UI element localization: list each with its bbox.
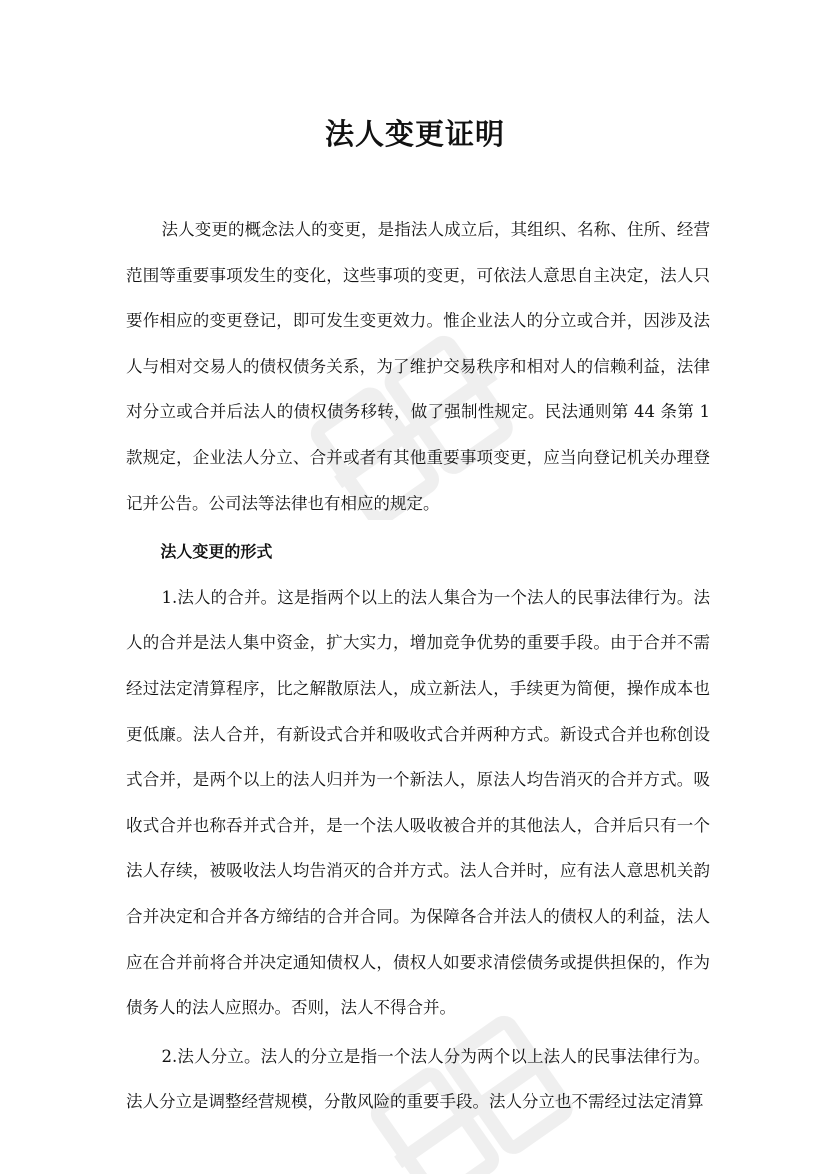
section-heading: 法人变更的形式	[160, 542, 273, 562]
document-title: 法人变更证明	[324, 117, 505, 151]
paragraph-merger: 1.法人的合并。这是指两个以上的法人集合为一个法人的民事法律行为。法人的合并是法人集中资金，扩大实力，增加竞争优势的重要手段。由于合并不需经过法定清算程序，比之解散原法人，成立新法人，手续更为简便，操作成本也更低廉。法人合并，有新设式合并和吸收式合并两种方式。新设式合并也称创设式合并，是两个以上的法人归并为一个新法人，原法人均告消灭的合并方式。吸收式合并也称吞并式合并，是一个法人吸收被合并的其他法人，合并后只有一个法人存续，被吸收法人均告消灭的合并方式。法人合并时，应有法人意思机关韵合并决定和合并各方缔结的合并合同。为保障各合并法人的债权人的利益，法人应在合并前将合并决定通知债权人，债权人如要求清偿债务或提供担保的，作为债务人的法人应照办。否则，法人不得合并。	[126, 587, 710, 1018]
document-body	[126, 207, 710, 1125]
paragraph-division: 2.法人分立。法人的分立是指一个法人分为两个以上法人的民事法律行为。法人分立是调整经营规模，分散风险的重要手段。法人分立也不需经过法定清算	[126, 1046, 710, 1112]
paragraph-intro: 法人变更的概念法人的变更，是指法人成立后，其组织、名称、住所、经营范围等重要事项发生的变化，这些事项的变更，可依法人意思自主决定，法人只要作相应的变更登记，即可发生变更效力。惟企业法人的分立或合并，因涉及法人与相对交易人的债权债务关系，为了维护交易秩序和相对人的信赖利益，法律对分立或合并后法人的债权债务移转，做了强制性规定。民法通则第 44 条第 1 款规定，企业法人分立、合并或者有其他重要事项变更，应当向登记机关办理登记并公告。公司法等法律也有相应的规定。	[126, 220, 710, 513]
